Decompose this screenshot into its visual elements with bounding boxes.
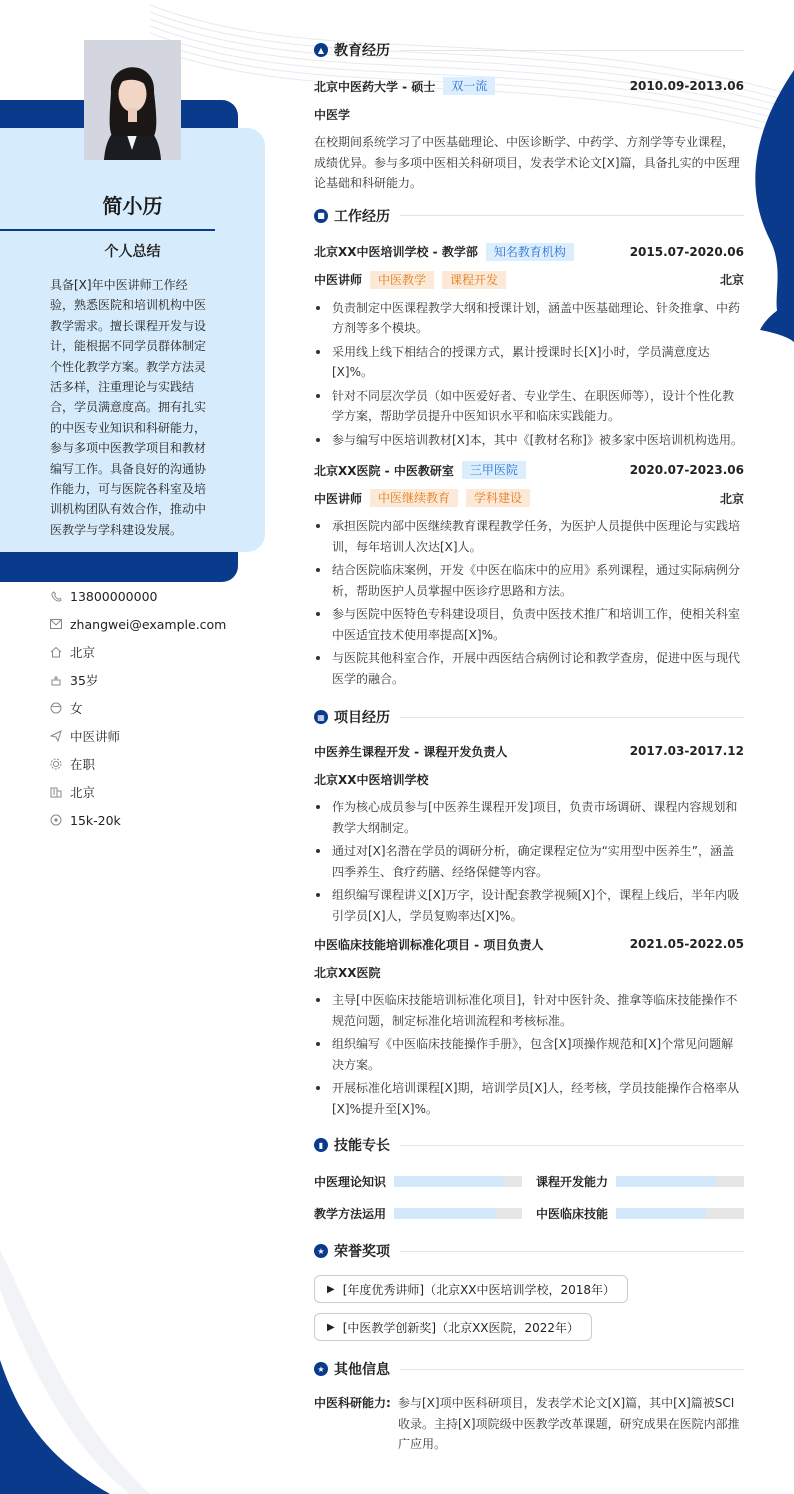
skill-item xyxy=(536,1199,744,1227)
list-item: 负责制定中医课程教学大纲和授课计划，涵盖中医基础理论、针灸推拿、中药方剂等多个模块。 xyxy=(314,298,744,339)
job-org-row xyxy=(314,456,744,484)
awards-list xyxy=(314,1275,744,1351)
contact-gender-value: 女 xyxy=(70,701,83,716)
list-item: 组织编写课程讲义[X]万字，设计配套教学视频[X]个，课程上线后，半年内吸引学员[X]人，学员复购率达[X]%。 xyxy=(314,885,744,926)
project-item xyxy=(314,737,744,926)
list-item: 开展标准化培训课程[X]期，培训学员[X]人，经考核，学员技能操作合格率从[X]%提升至[X]%。 xyxy=(314,1078,744,1119)
project-item xyxy=(314,930,744,1119)
major: 中医学 xyxy=(314,107,351,122)
age-icon xyxy=(50,674,62,686)
status-icon xyxy=(50,758,62,770)
skill-item xyxy=(536,1167,744,1195)
job-date: 2015.07-2020.06 xyxy=(629,244,744,259)
contact-status xyxy=(50,750,250,778)
projects-header xyxy=(314,703,744,731)
home-icon xyxy=(50,646,62,658)
bar-chart-icon: ▮ xyxy=(314,1138,328,1152)
contact-age-value: 35岁 xyxy=(70,673,99,688)
job-date: 2020.07-2023.06 xyxy=(629,463,744,477)
expand-triangle-icon: ▶ xyxy=(327,1321,335,1333)
awards-section xyxy=(314,1237,744,1351)
project-name: 中医养生课程开发 - 课程开发负责人 xyxy=(314,744,508,759)
job-role: 中医讲师 xyxy=(314,273,363,287)
contact-city xyxy=(50,778,250,806)
contact-status-value: 在职 xyxy=(70,757,96,772)
contact-email-value: zhangwei@example.com xyxy=(70,616,227,632)
award-icon: ★ xyxy=(314,1244,328,1258)
skill-bar-fill xyxy=(394,1208,496,1219)
skill-name: 中医理论知识 xyxy=(314,1174,387,1189)
project-bullets xyxy=(314,990,744,1119)
contact-salary xyxy=(50,806,250,834)
contact-location-value: 北京 xyxy=(70,645,96,660)
contact-salary-value: 15k-20k xyxy=(70,812,121,828)
work-header xyxy=(314,202,744,230)
award-item[interactable] xyxy=(314,1275,628,1303)
project-org-row xyxy=(314,958,744,986)
skill-item xyxy=(314,1167,522,1195)
list-item: 与医院其他科室合作，开展中西医结合病例讨论和教学查房，促进中医与现代医学的融合。 xyxy=(314,648,744,689)
contact-city-value: 北京 xyxy=(70,785,96,800)
job-org-row xyxy=(314,238,744,266)
school-tag: 双一流 xyxy=(443,77,495,95)
work-section xyxy=(314,202,744,690)
section-divider xyxy=(400,1369,744,1370)
other-title: 其他信息 xyxy=(334,1362,390,1378)
project-date: 2017.03-2017.12 xyxy=(629,744,744,758)
expand-triangle-icon: ▶ xyxy=(327,1283,335,1295)
section-divider xyxy=(400,50,744,51)
summary-title: 个人总结 xyxy=(104,244,161,260)
salary-icon xyxy=(50,814,62,826)
projects-section xyxy=(314,703,744,1119)
other-header xyxy=(314,1355,744,1383)
project-org: 北京XX医院 xyxy=(314,965,381,980)
list-item: 组织编写《中医临床技能操作手册》，包含[X]项操作规范和[X]个常见问题解决方案。 xyxy=(314,1034,744,1075)
award-text: [中医教学创新奖]（北京XX医院，2022年） xyxy=(342,1320,580,1335)
list-item: 参与编写中医培训教材[X]本，其中《[教材名称]》被多家中医培训机构选用。 xyxy=(314,430,744,451)
job-skill-tag: 中医继续教育 xyxy=(370,489,458,507)
project-name-row xyxy=(314,930,744,958)
send-icon xyxy=(50,730,62,742)
education-title: 教育经历 xyxy=(334,43,390,59)
section-divider xyxy=(400,215,744,216)
list-item: 主导[中医临床技能培训标准化项目]，针对中医针灸、推拿等临床技能操作不规范问题，制定标准化培训流程和考核标准。 xyxy=(314,990,744,1031)
job-item xyxy=(314,456,744,689)
contact-position-value: 中医讲师 xyxy=(70,729,121,744)
job-role: 中医讲师 xyxy=(314,491,363,506)
other-value: 参与[X]项中医科研项目，发表学术论文[X]篇，其中[X]篇被SCI收录。主持[X]项院级中医教学改革课题，研究成果在医院内部推广应用。 xyxy=(398,1396,740,1451)
job-role-row xyxy=(314,484,744,512)
sidebar xyxy=(0,0,265,1494)
work-title: 工作经历 xyxy=(334,208,390,225)
education-section xyxy=(314,36,744,194)
other-row xyxy=(314,1393,744,1455)
award-text: [年度优秀讲师]（北京XX中医培训学校，2018年） xyxy=(342,1282,616,1297)
list-item: 针对不同层次学员（如中医爱好者、专业学生、在职医师等），设计个性化教学方案，帮助学员提升中医知识水平和临床实践能力。 xyxy=(314,386,744,427)
award-item[interactable] xyxy=(314,1313,592,1341)
job-skill-tag: 中医教学 xyxy=(370,271,434,289)
education-header xyxy=(314,36,744,64)
contact-list xyxy=(50,582,250,834)
list-item: 通过对[X]名潜在学员的调研分析，确定课程定位为“实用型中医养生”，涵盖四季养生、食疗药膳、经络保健等内容。 xyxy=(314,841,744,882)
grid-icon: ▦ xyxy=(314,710,328,724)
job-org: 北京XX医院 - 中医教研室 xyxy=(314,463,454,478)
job-skill-tag: 课程开发 xyxy=(442,271,506,289)
awards-header xyxy=(314,1237,744,1265)
skills-header xyxy=(314,1131,744,1159)
job-org-tag: 三甲医院 xyxy=(462,461,526,479)
skills-section xyxy=(314,1131,744,1227)
person-name: 简小历 xyxy=(102,194,163,218)
skill-bar-fill xyxy=(394,1176,503,1187)
phone-icon xyxy=(50,590,62,602)
summary-text: 具备[X]年中医讲师工作经验，熟悉医院和培训机构中医教学需求。擅长课程开发与设计，能根据不同学员群体制定个性化教学方案。教学方法灵活多样，注重理论与实践结合，学员满意度高。拥有扎实的中医专业知识和科研能力，参与多项中医教学项目和教材编写工作。具备良好的沟通协作能力，可与医院各科室及培训机构团队有效合作，推动中医教学与学科建设发展。 xyxy=(50,278,207,537)
info-icon: ★ xyxy=(314,1362,328,1376)
other-section xyxy=(314,1355,744,1455)
skill-bar-fill xyxy=(616,1208,706,1219)
projects-title: 项目经历 xyxy=(334,710,390,726)
contact-phone-value: 13800000000 xyxy=(70,588,158,604)
major-row xyxy=(314,100,744,128)
graduation-cap-icon: ▲ xyxy=(314,43,328,57)
contact-gender xyxy=(50,694,250,722)
project-name-row xyxy=(314,737,744,765)
skill-name: 中医临床技能 xyxy=(536,1206,609,1221)
name-divider xyxy=(0,229,215,231)
list-item: 参与医院中医特色专科建设项目，负责中医技术推广和培训工作，使相关科室中医适宜技术使用率提高[X]%。 xyxy=(314,604,744,645)
job-bullets xyxy=(314,516,744,689)
project-date: 2021.05-2022.05 xyxy=(629,937,744,951)
job-skill-tag: 学科建设 xyxy=(466,489,530,507)
job-city: 北京 xyxy=(719,273,744,287)
contact-location xyxy=(50,638,250,666)
section-divider xyxy=(400,1251,744,1252)
project-org-row xyxy=(314,765,744,793)
section-divider xyxy=(400,1145,744,1146)
building-icon xyxy=(50,786,62,798)
list-item: 结合医院临床案例，开发《中医在临床中的应用》系列课程，通过实际病例分析，帮助医护人员掌握中医诊疗思路和方法。 xyxy=(314,560,744,601)
gender-icon xyxy=(50,702,62,714)
list-item: 采用线上线下相结合的授课方式，累计授课时长[X]小时，学员满意度达[X]%。 xyxy=(314,342,744,383)
contact-age xyxy=(50,666,250,694)
job-bullets xyxy=(314,298,744,451)
list-item: 承担医院内部中医继续教育课程教学任务，为医护人员提供中医理论与实践培训，每年培训人次达[X]人。 xyxy=(314,516,744,557)
skill-bar xyxy=(394,1208,522,1219)
mail-icon xyxy=(50,618,62,630)
job-role-row xyxy=(314,266,744,294)
skill-name: 教学方法运用 xyxy=(314,1206,387,1221)
project-org: 北京XX中医培训学校 xyxy=(314,772,429,787)
education-date: 2010.09-2013.06 xyxy=(629,79,744,93)
project-name: 中医临床技能培训标准化项目 - 项目负责人 xyxy=(314,937,544,952)
skills-title: 技能专长 xyxy=(334,1138,390,1154)
avatar xyxy=(84,40,181,160)
awards-title: 荣誉奖项 xyxy=(334,1244,390,1260)
skills-grid xyxy=(314,1167,744,1227)
list-item: 作为核心成员参与[中医养生课程开发]项目，负责市场调研、课程内容规划和教学大纲制定。 xyxy=(314,797,744,838)
other-label: 中医科研能力: xyxy=(314,1396,391,1410)
job-org: 北京XX中医培训学校 - 教学部 xyxy=(314,245,478,259)
skill-bar-fill xyxy=(616,1176,716,1187)
school-name: 北京中医药大学 - 硕士 xyxy=(314,79,436,94)
job-city: 北京 xyxy=(719,491,744,506)
section-divider xyxy=(400,717,744,718)
skill-bar xyxy=(394,1176,522,1187)
skill-bar xyxy=(616,1208,744,1219)
contact-email xyxy=(50,610,250,638)
skill-item xyxy=(314,1199,522,1227)
skill-name: 课程开发能力 xyxy=(536,1174,609,1189)
education-row xyxy=(314,72,744,100)
briefcase-icon: ■ xyxy=(314,209,328,223)
job-org-tag: 知名教育机构 xyxy=(486,243,574,261)
contact-phone xyxy=(50,582,250,610)
skill-bar xyxy=(616,1176,744,1187)
education-desc: 在校期间系统学习了中医基础理论、中医诊断学、中药学、方剂学等专业课程，成绩优异。参与多项中医相关科研项目，发表学术论文[X]篇，具备扎实的中医理论基础和科研能力。 xyxy=(314,135,740,190)
contact-position xyxy=(50,722,250,750)
job-item xyxy=(314,238,744,451)
main-content xyxy=(314,36,744,1455)
project-bullets xyxy=(314,797,744,926)
